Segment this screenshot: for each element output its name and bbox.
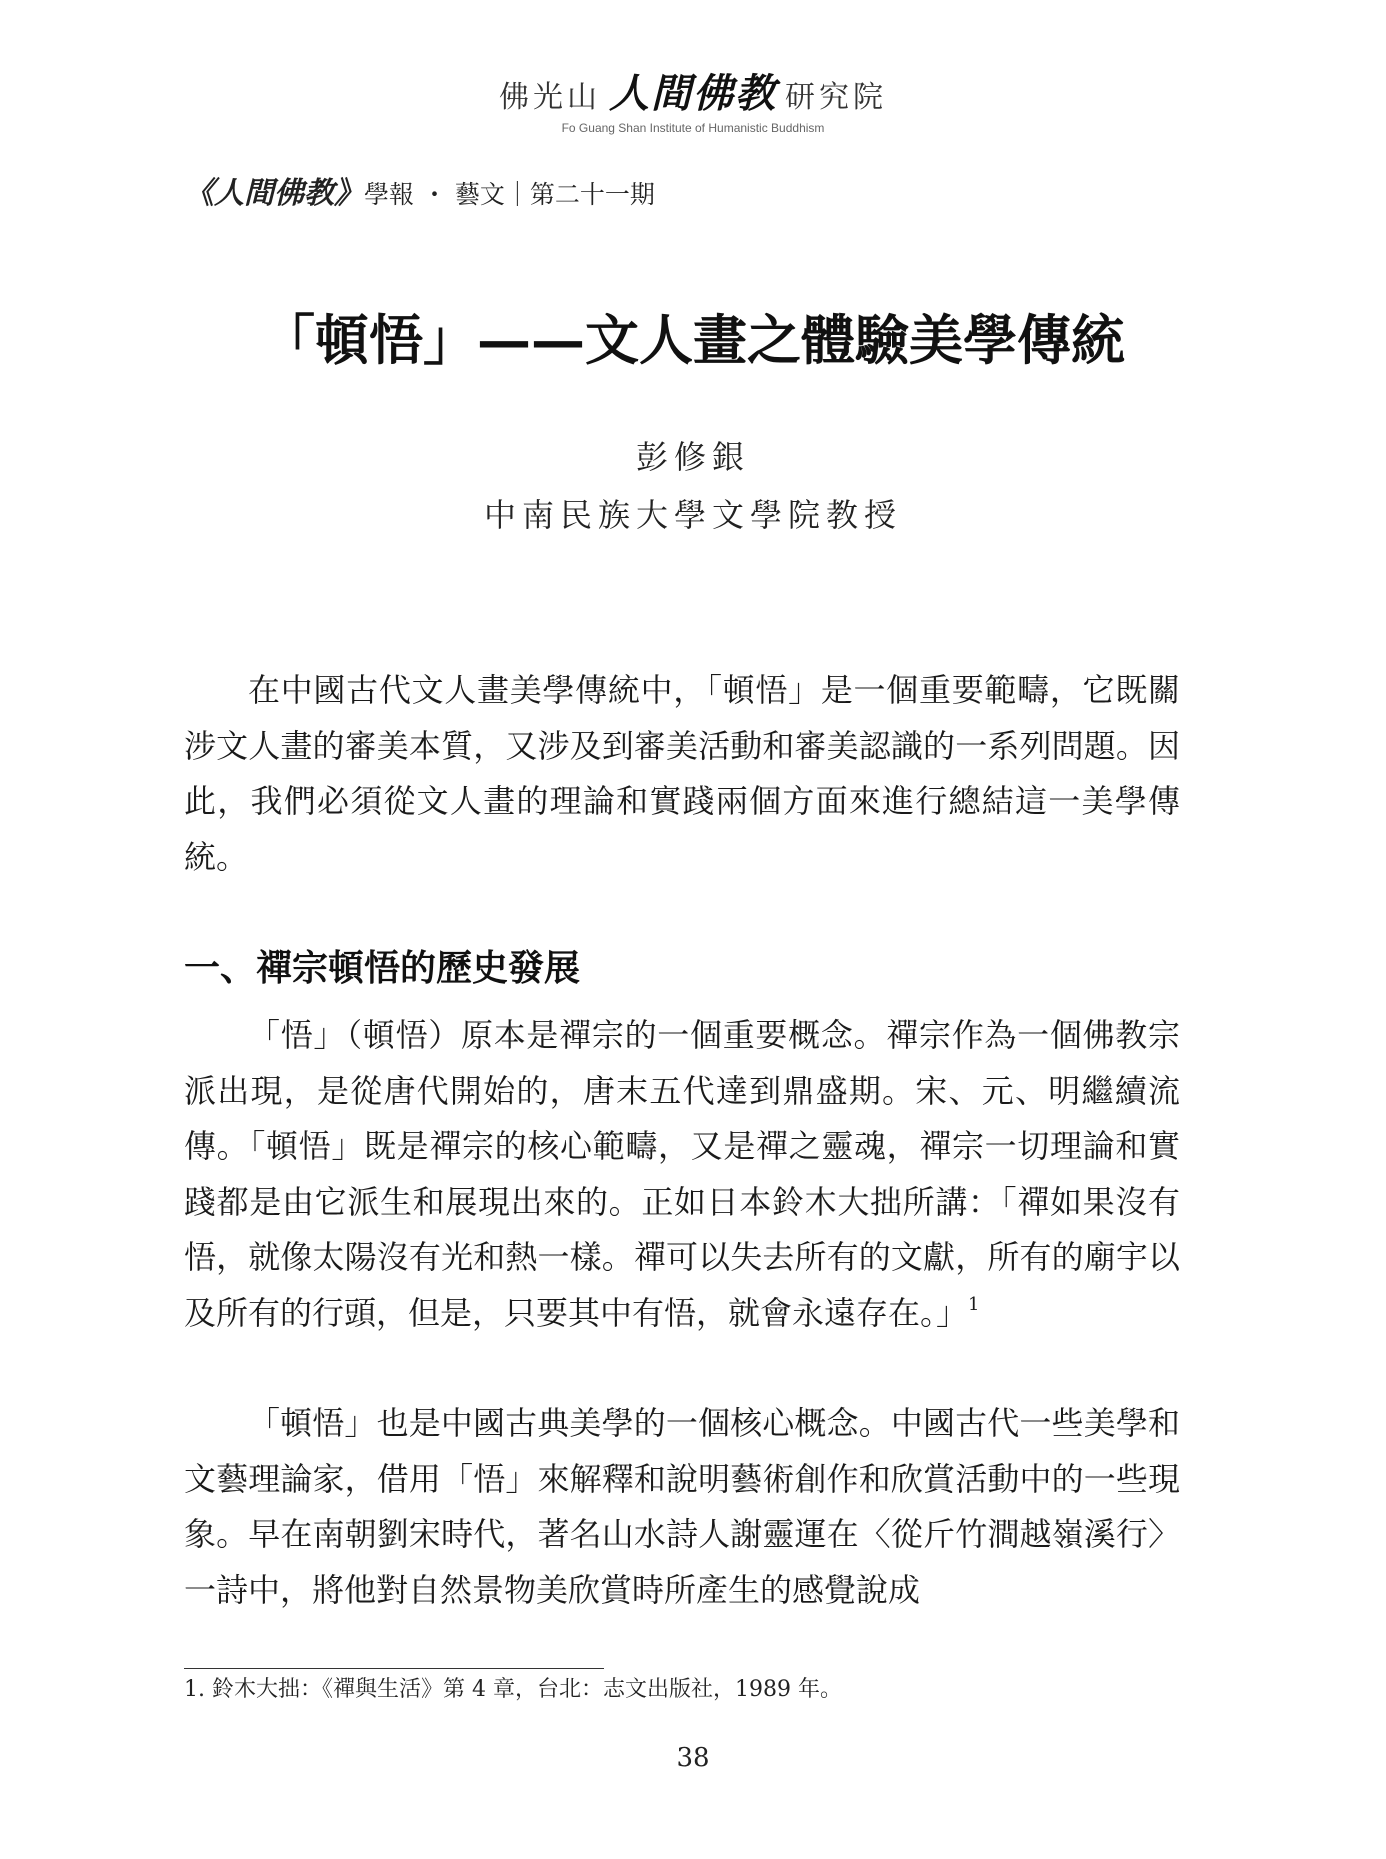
journal-issue: 學報 ・ 藝文｜第二十一期 [364, 180, 655, 209]
institute-name [0, 62, 1386, 119]
page-number: 38 [676, 1743, 710, 1773]
institute-header [0, 62, 1386, 135]
body-paragraph-1-text: 「悟」（頓悟）原本是禪宗的一個重要概念。禪宗作為一個佛教宗派出現，是從唐代開始的，唐末五代達到鼎盛期。宋、元、明繼續流傳。「頓悟」既是禪宗的核心範疇，又是禪之靈魂，禪宗一切理論和實踐都是由它派生和展現出來的。正如日本鈴木大拙所講：「禪如果沒有悟，就像太陽沒有光和熱一樣。禪可以失去所有的文獻，所有的廟宇以及所有的行頭，但是，只要其中有悟，就會永遠存在。」 [184, 1016, 1180, 1332]
author-affiliation: 中南民族大學文學院教授 [483, 496, 902, 534]
footnote-divider [184, 1668, 604, 1669]
journal-running-head [184, 168, 655, 212]
journal-name: 《人間佛教》 [184, 176, 364, 211]
section-heading: 一、禪宗頓悟的歷史發展 [184, 947, 581, 989]
footnote: 1. 鈴木大拙：《禪與生活》第 4 章，台北：志文出版社，1989 年。 [184, 1677, 842, 1702]
article-author: 彭修銀 [635, 438, 750, 476]
body-paragraph-1 [184, 1008, 1180, 1341]
footnote-reference: 1 [968, 1293, 980, 1315]
institute-name-suffix: 研究院 [785, 80, 887, 115]
article-title: 「頓悟」——文人畫之體驗美學傳統 [261, 308, 1125, 372]
institute-english-name: Fo Guang Shan Institute of Humanistic Buddhism [561, 121, 825, 135]
institute-name-prefix: 佛光山 [499, 80, 601, 115]
body-paragraph-2: 「頓悟」也是中國古典美學的一個核心概念。中國古代一些美學和文藝理論家，借用「悟」來解釋和說明藝術創作和欣賞活動中的一些現象。早在南朝劉宋時代，著名山水詩人謝靈運在〈從斤竹澗越嶺溪行〉一詩中，將他對自然景物美欣賞時所產生的感覺說成 [184, 1404, 1180, 1609]
intro-paragraph: 在中國古代文人畫美學傳統中，「頓悟」是一個重要範疇，它既關涉文人畫的審美本質，又涉及到審美活動和審美認識的一系列問題。因此，我們必須從文人畫的理論和實踐兩個方面來進行總結這一美學傳統。 [184, 671, 1180, 876]
institute-brand-logo: 人間佛教 [609, 70, 777, 117]
